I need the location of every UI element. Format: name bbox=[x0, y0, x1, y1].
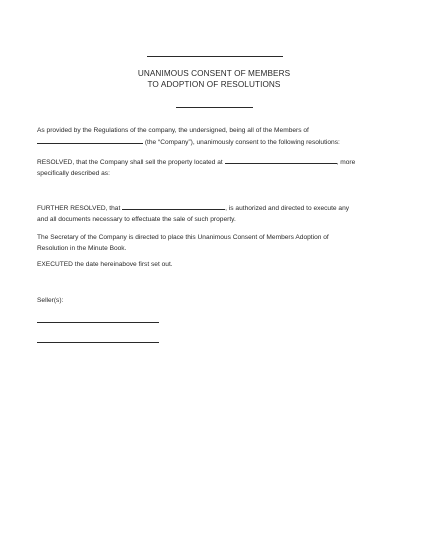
resolved-line1-end: , more bbox=[336, 159, 356, 166]
executed-paragraph: EXECUTED the date hereinabove first set out. bbox=[37, 261, 173, 268]
header-signature-line bbox=[147, 56, 283, 57]
secretary-paragraph bbox=[37, 233, 397, 254]
resolved-line1 bbox=[37, 157, 397, 169]
intro-line2 bbox=[37, 137, 397, 149]
company-name-blank[interactable] bbox=[37, 137, 143, 144]
secretary-line1: The Secretary of the Company is directed to place this Unanimous Consent of Members Adoption of bbox=[37, 234, 329, 241]
authorized-person-blank[interactable] bbox=[122, 203, 225, 210]
further-line1-end: , is authorized and directed to execute any bbox=[225, 205, 350, 212]
seller-label: Seller(s): bbox=[37, 297, 64, 304]
title-underline bbox=[176, 107, 253, 108]
intro-line2-text: (the “Company”), unanimously consent to the following resolutions: bbox=[144, 138, 340, 146]
document-title-line1: UNANIMOUS CONSENT OF MEMBERS bbox=[137, 69, 291, 78]
further-line1-text: FURTHER RESOLVED, that bbox=[37, 205, 121, 212]
seller-signature-line-2[interactable] bbox=[37, 342, 159, 343]
further-line2: and all documents necessary to effectuate the sale of such property. bbox=[37, 215, 236, 223]
seller-signature-line-1[interactable] bbox=[37, 322, 159, 323]
secretary-line2: Resolution in the Minute Book. bbox=[37, 244, 127, 252]
resolved-paragraph bbox=[37, 157, 397, 179]
further-line1 bbox=[37, 203, 397, 215]
intro-paragraph bbox=[37, 126, 397, 148]
property-location-blank[interactable] bbox=[225, 157, 337, 164]
document-title-line2: TO ADOPTION OF RESOLUTIONS bbox=[147, 80, 281, 89]
further-resolved-paragraph bbox=[37, 203, 397, 225]
resolved-line1-text: RESOLVED, that the Company shall sell the property located at bbox=[37, 159, 223, 166]
resolved-line2: specifically described as: bbox=[37, 169, 110, 177]
intro-line1: As provided by the Regulations of the company, the undersigned, being all of the Members of bbox=[37, 127, 309, 134]
